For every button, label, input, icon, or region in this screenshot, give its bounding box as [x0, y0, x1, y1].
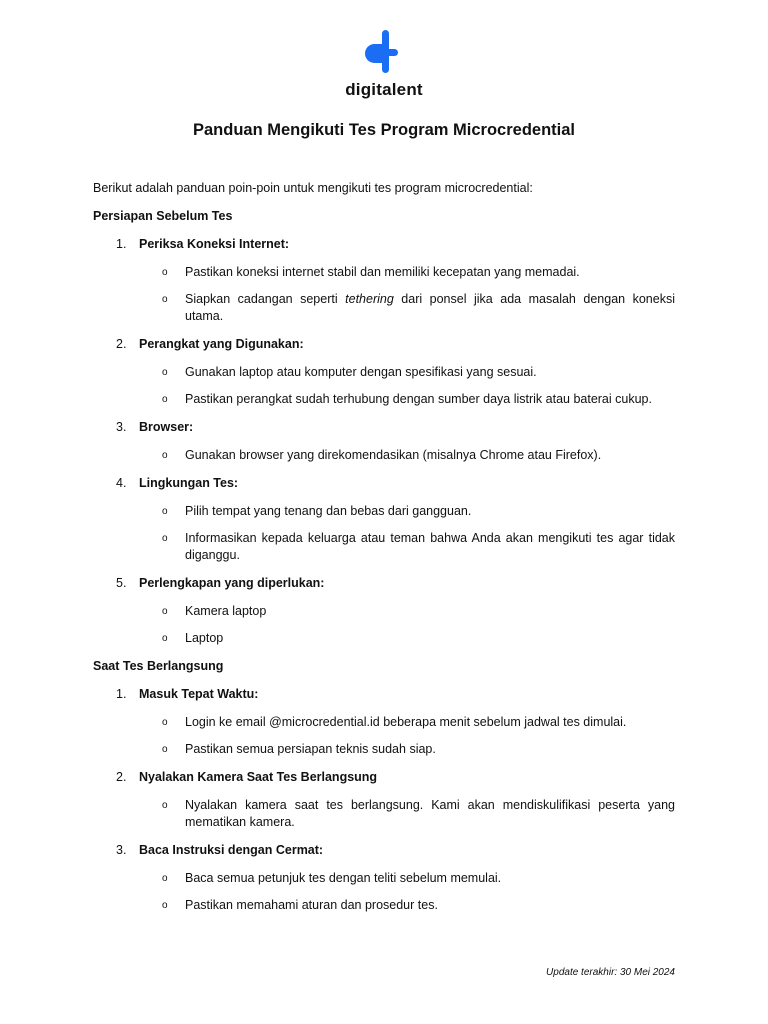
document-body [93, 180, 675, 925]
section-heading: Persiapan Sebelum Tes [93, 209, 233, 223]
numbered-list [93, 236, 675, 647]
last-updated-note: Update terakhir: 30 Mei 2024 [546, 967, 675, 978]
bullet-list [93, 447, 675, 464]
bullet-text: Login ke email @microcredential.id beberapa menit sebelum jadwal tes dimulai. [185, 715, 627, 729]
bullet-marker: o [162, 506, 168, 517]
bullet-text: Baca semua petunjuk tes dengan teliti sebelum memulai. [185, 871, 502, 885]
bullet-list [93, 603, 675, 647]
list-item-number: 3. [116, 843, 127, 857]
list-item [93, 336, 675, 408]
bullet-marker: o [162, 533, 168, 544]
bullet-item [93, 503, 675, 520]
bullet-item [93, 291, 675, 325]
bullet-marker: o [162, 633, 168, 644]
bullet-item [93, 447, 675, 464]
brand-name: digitalent [345, 80, 423, 99]
list-item-number: 2. [116, 770, 127, 784]
list-item-header [93, 236, 675, 253]
bullet-item [93, 530, 675, 564]
list-item-number: 4. [116, 476, 127, 490]
bullet-text: Kamera laptop [185, 604, 267, 618]
list-item [93, 236, 675, 325]
bullet-list [93, 870, 675, 914]
list-item-header [93, 575, 675, 592]
list-item-header [93, 842, 675, 859]
bullet-item [93, 264, 675, 281]
list-item-label: Baca Instruksi dengan Cermat: [139, 843, 324, 857]
bullet-list [93, 797, 675, 831]
list-item-label: Masuk Tepat Waktu: [139, 687, 259, 701]
bullet-item [93, 603, 675, 620]
bullet-text-part: Siapkan cadangan seperti [185, 292, 346, 306]
bullet-item [93, 870, 675, 887]
bullet-text: Gunakan browser yang direkomendasikan (misalnya Chrome atau Firefox). [185, 448, 602, 462]
list-item-label: Perangkat yang Digunakan: [139, 337, 304, 351]
emphasized-term: tethering [345, 292, 394, 306]
bullet-item [93, 714, 675, 731]
bullet-marker: o [162, 800, 168, 811]
digitalent-logo-icon [362, 28, 406, 76]
bullet-text: Laptop [185, 631, 224, 645]
bullet-marker: o [162, 606, 168, 617]
bullet-text: Pastikan semua persiapan teknis sudah siap. [185, 742, 436, 756]
list-item [93, 575, 675, 647]
list-item [93, 686, 675, 758]
bullet-text [185, 291, 675, 325]
bullet-marker: o [162, 873, 168, 884]
bullet-item [93, 364, 675, 381]
bullet-marker: o [162, 294, 168, 305]
brand-logo [0, 28, 768, 100]
bullet-marker: o [162, 900, 168, 911]
bullet-text: Pastikan perangkat sudah terhubung dengan sumber daya listrik atau baterai cukup. [185, 392, 652, 406]
bullet-item [93, 741, 675, 758]
list-item-label: Browser: [139, 420, 194, 434]
list-item [93, 419, 675, 464]
list-item-number: 2. [116, 337, 127, 351]
list-item [93, 769, 675, 831]
bullet-list [93, 264, 675, 325]
list-item-label: Nyalakan Kamera Saat Tes Berlangsung [139, 770, 378, 784]
intro-paragraph: Berikut adalah panduan poin-poin untuk mengikuti tes program microcredential: [93, 181, 533, 195]
bullet-marker: o [162, 267, 168, 278]
bullet-text: Pastikan memahami aturan dan prosedur tes. [185, 898, 438, 912]
list-item-number: 1. [116, 237, 127, 251]
numbered-list [93, 686, 675, 914]
bullet-marker: o [162, 744, 168, 755]
bullet-marker: o [162, 450, 168, 461]
list-item-header [93, 769, 675, 786]
bullet-marker: o [162, 717, 168, 728]
bullet-list [93, 503, 675, 564]
bullet-item [93, 630, 675, 647]
list-item-header [93, 686, 675, 703]
list-item-label: Periksa Koneksi Internet: [139, 237, 290, 251]
list-item-header [93, 336, 675, 353]
bullet-text: Pastikan koneksi internet stabil dan memiliki kecepatan yang memadai. [185, 265, 580, 279]
bullet-item [93, 897, 675, 914]
list-item-number: 1. [116, 687, 127, 701]
bullet-list [93, 714, 675, 758]
bullet-text: Nyalakan kamera saat tes berlangsung. Kami akan mendiskulifikasi peserta yang mematikan kamera. [185, 798, 675, 829]
bullet-text: Gunakan laptop atau komputer dengan spesifikasi yang sesuai. [185, 365, 537, 379]
document-title: Panduan Mengikuti Tes Program Microcredential [192, 121, 576, 139]
bullet-item [93, 797, 675, 831]
list-item [93, 842, 675, 914]
list-item-header [93, 475, 675, 492]
section-heading: Saat Tes Berlangsung [93, 659, 224, 673]
bullet-text: Informasikan kepada keluarga atau teman bahwa Anda akan mengikuti tes agar tidak diganggu. [185, 531, 675, 562]
list-item [93, 475, 675, 564]
list-item-number: 3. [116, 420, 127, 434]
list-item-label: Lingkungan Tes: [139, 476, 239, 490]
bullet-item [93, 391, 675, 408]
bullet-text-part: dari ponsel jika ada masalah dengan koneksi utama. [185, 292, 675, 323]
list-item-label: Perlengkapan yang diperlukan: [139, 576, 325, 590]
list-item-header [93, 419, 675, 436]
list-item-number: 5. [116, 576, 127, 590]
bullet-marker: o [162, 394, 168, 405]
bullet-text: Pilih tempat yang tenang dan bebas dari gangguan. [185, 504, 472, 518]
bullet-list [93, 364, 675, 408]
bullet-marker: o [162, 367, 168, 378]
